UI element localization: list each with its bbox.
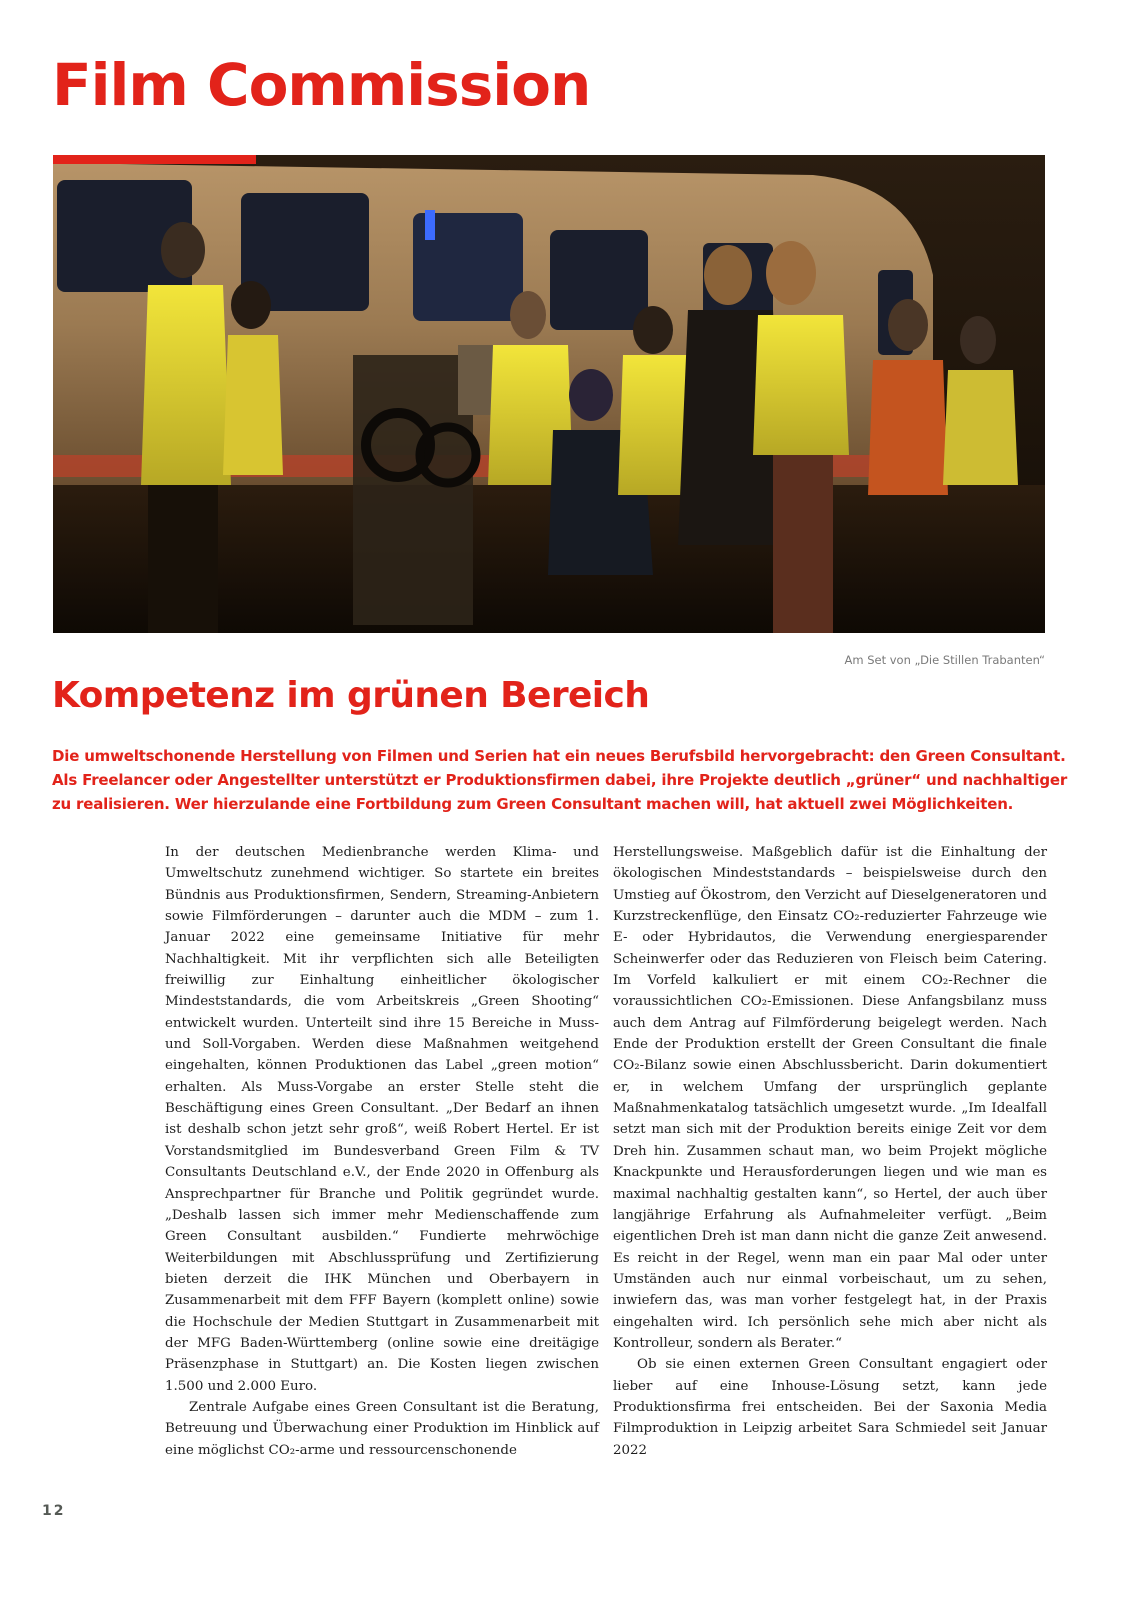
lead-line: Die umweltschonende Herstellung von Filmen und Serien hat ein neues Berufsbild hervorgebracht: den Green Consultant. [52,747,1066,765]
accent-bar [53,155,256,164]
blue-light [425,210,435,240]
photo-caption: Am Set von „Die Stillen Trabanten“ [844,653,1045,667]
equipment-cart [353,355,473,625]
lead-line: zu realisieren. Wer hierzulande eine Fortbildung zum Green Consultant machen will, hat aktuell zwei Möglichkeiten. [52,795,1014,813]
train-window [550,230,648,330]
article-lead [52,744,1068,816]
body-column-left [165,842,599,1461]
body-paragraph: Herstellungsweise. Maßgeblich dafür ist die Einhaltung der ökologischen Mindeststandards – beispielsweise durch den Umstieg auf Ökostrom, den Verzicht auf Dieselgeneratoren und Kurzstreckenflüge, den Einsatz CO₂-reduzierter Fahrzeuge wie E- oder Hybridautos, die Verwendung energiesparender Scheinwerfer oder das Reduzieren von Fleisch beim Catering. Im Vorfeld kalkuliert er mit einem CO₂-Rechner die voraussichtlichen CO₂-Emissionen. Diese Anfangsbilanz muss auch dem Antrag auf Filmförderung beigelegt werden. Nach Ende der Produktion erstellt der Green Consultant die finale CO₂-Bilanz sowie einen Abschlussbericht. Darin dokumentiert er, in welchem Umfang der ursprünglich geplante Maßnahmenkatalog tatsächlich umgesetzt wurde. „Im Idealfall setzt man sich mit der Produktion bereits einige Zeit vor dem Dreh hin. Zusammen schaut man, wo beim Projekt mögliche Knackpunkte und Herausforderungen liegen und wie man es maximal nachhaltig gestalten kann“, so Hertel, der auch über langjährige Erfahrung als Aufnahmeleiter verfügt. „Beim eigentlichen Dreh ist man dann nicht die ganze Zeit anwesend. Es reicht in der Regel, wenn man ein paar Mal oder unter Umständen auch nur einmal vorbeischaut, um zu sehen, inwiefern das, was man vorher festgelegt hat, in der Praxis eingehalten wird. Ich persönlich sehe mich aber nicht als Kontrolleur, sondern als Berater.“ [613,845,1047,1351]
lead-line: Als Freelancer oder Angestellter unterstützt er Produktionsfirmen dabei, ihre Projekte deutlich „grüner“ und nachhaltiger [52,771,1068,789]
body-paragraph: In der deutschen Medienbranche werden Klima- und Umweltschutz zunehmend wichtiger. So startete ein breites Bündnis aus Produktionsfirmen, Sendern, Streaming-Anbietern sowie Filmförderungen – darunter auch die MDM – zum 1. Januar 2022 eine gemeinsame Initiative für mehr Nachhaltigkeit. Mit ihr verpflichten sich alle Beteiligten freiwillig zur Einhaltung einheitlicher ökologischer Mindeststandards, die vom Arbeitskreis „Green Shooting“ entwickelt wurden. Unterteilt sind ihre 15 Bereiche in Muss- und Soll-Vorgaben. Werden diese Maßnahmen weitgehend eingehalten, können Produktionen das Label „green motion“ erhalten. Als Muss-Vorgabe an erster Stelle steht die Beschäftigung eines Green Consultant. „Der Bedarf an ihnen ist deshalb schon jetzt sehr groß“, weiß Robert Hertel. Er ist Vorstandsmitglied im Bundesverband Green Film & TV Consultants Deutschland e.V., der Ende 2020 in Offenburg als Ansprechpartner für Branche und Politik gegründet wurde. „Deshalb lassen sich immer mehr Medienschaffende zum Green Consultant ausbilden.“ Fundierte mehrwöchige Weiterbildungen mit Abschlussprüfung und Zertifizierung bieten derzeit die IHK München und Oberbayern in Zusammenarbeit mit dem FFF Bayern (komplett online) sowie die Hochschule der Medien Stuttgart in Zusammenarbeit mit der MFG Baden-Württemberg (online sowie eine dreitägige Präsenzphase in Stuttgart) an. Die Kosten liegen zwischen 1.500 und 2.000 Euro. [165,845,599,1394]
body-column-right [613,842,1047,1461]
film-set-photo [53,155,1045,633]
section-title: Film Commission [52,51,591,119]
article-headline: Kompetenz im grünen Bereich [52,675,650,716]
page-number: 12 [42,1503,66,1519]
body-paragraph: Zentrale Aufgabe eines Green Consultant ist die Beratung, Betreuung und Überwachung einer Produktion im Hinblick auf eine möglichst CO₂-arme und ressourcenschonende [165,1399,599,1458]
body-paragraph: Ob sie einen externen Green Consultant engagiert oder lieber auf eine Inhouse-Lösung setzt, kann jede Produktionsfirma frei entscheiden. Bei der Saxonia Media Filmproduktion in Leipzig arbeitet Sara Schmiedel seit Januar 2022 [613,1357,1047,1458]
